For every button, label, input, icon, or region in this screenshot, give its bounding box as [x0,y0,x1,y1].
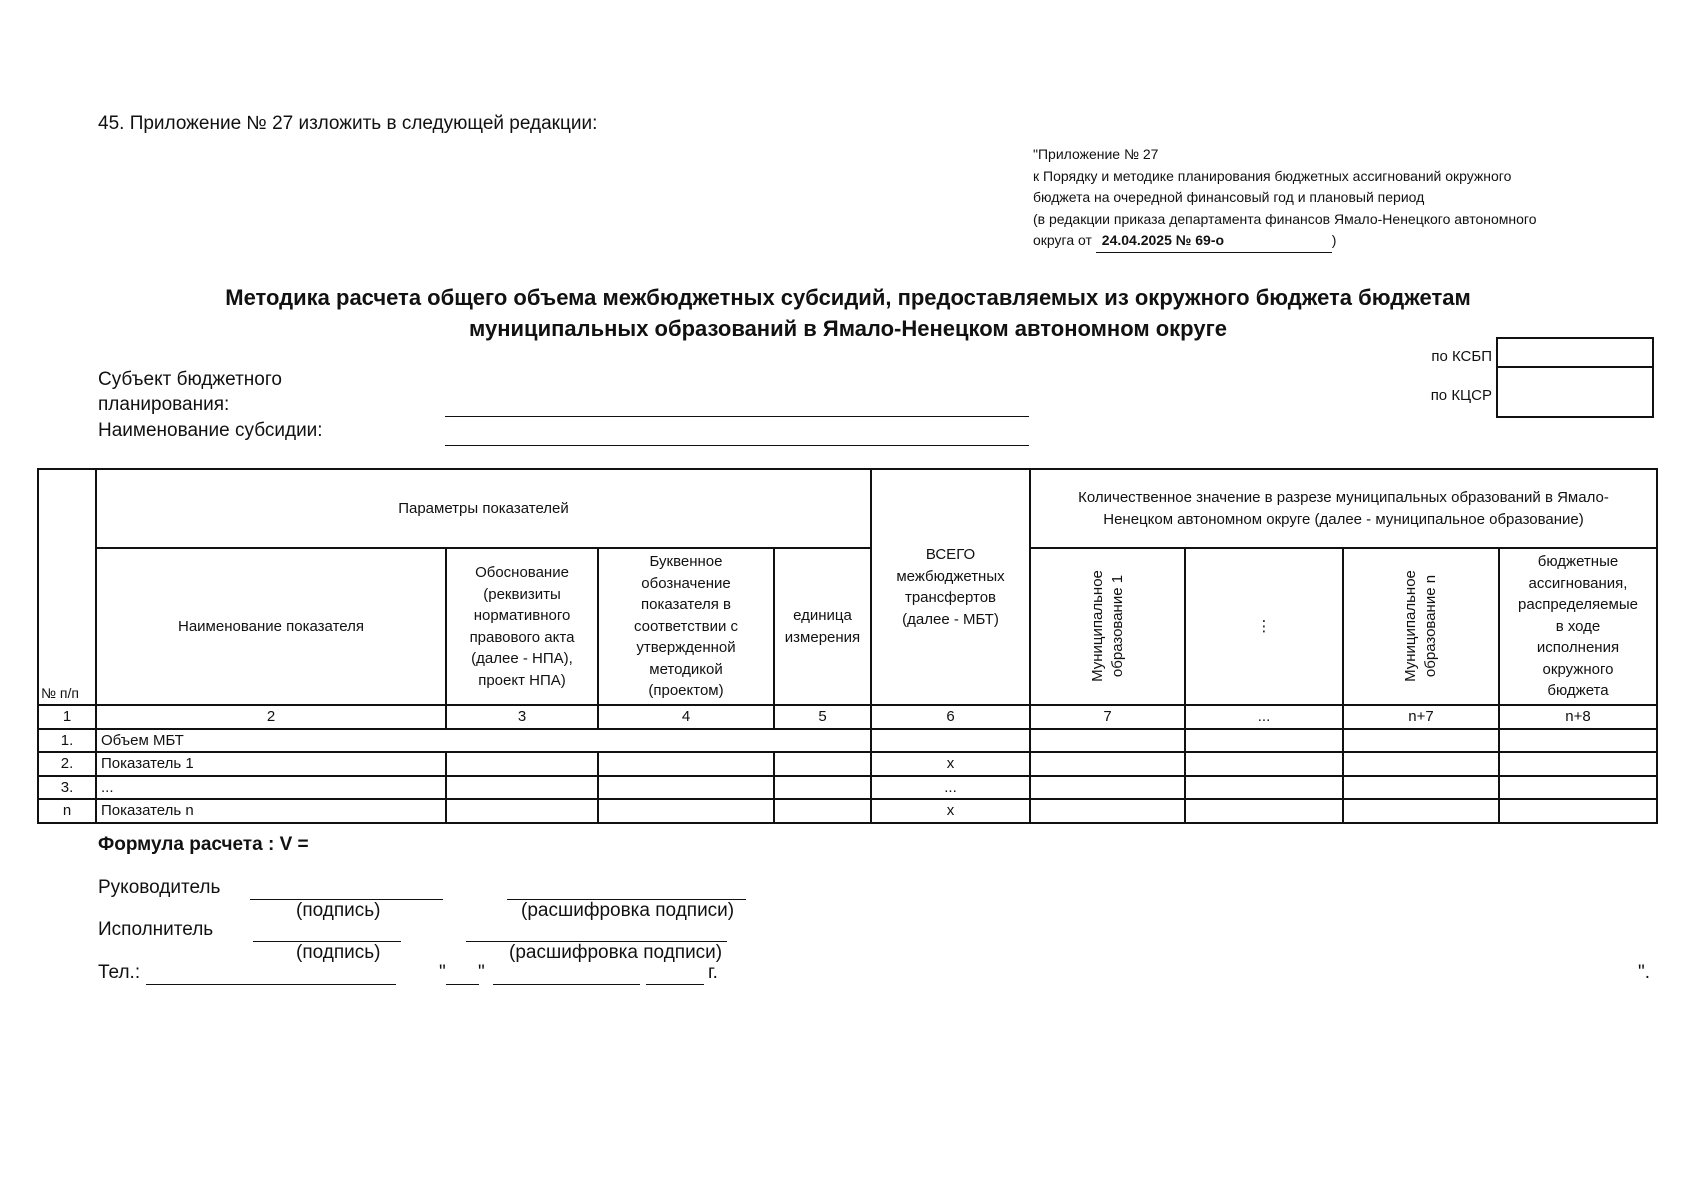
header-basis-line: проект НПА) [478,671,566,689]
date-year-line[interactable] [646,984,704,985]
header-total [871,469,1030,705]
row-cell[interactable] [774,799,871,823]
kcsr-label: по КЦСР [1430,387,1492,404]
index-cell: 7 [1030,705,1185,729]
header-mo-n [1343,548,1499,705]
subsidy-underline[interactable] [445,445,1029,446]
row-name: Показатель 1 [96,752,446,776]
row-cell[interactable] [598,776,774,800]
row-cell[interactable] [1030,729,1185,753]
row-cell[interactable] [1030,776,1185,800]
header-basis-line: (далее - НПА), [471,650,573,667]
executor-label: Исполнитель [98,919,214,940]
subject-label [98,367,282,417]
row-num: 2. [38,752,96,776]
header-letter-line: утвержденной [636,639,736,657]
header-quantitative [1030,469,1657,548]
formula-label: Формула расчета : V = [98,834,309,855]
row-cell[interactable] [1185,729,1343,753]
appendix-order-prefix: округа от [1033,232,1092,248]
header-basis-line: (реквизиты [483,585,561,603]
header-mo-n-rotated [1401,570,1441,682]
intro-paragraph: 45. Приложение № 27 изложить в следующей редакции: [98,113,598,134]
head-decode-caption: (расшифровка подписи) [521,900,735,921]
year-suffix: г. [708,962,718,983]
header-total-line: трансфертов [904,589,997,606]
index-cell: n+8 [1499,705,1657,729]
ksbp-label: по КСБП [1431,348,1492,365]
executor-decode-caption: (расшифровка подписи) [509,942,723,963]
header-letter-line: обозначение [641,574,731,592]
header-budget-line: ассигнования, [1528,574,1628,592]
header-budget-line: бюджета [1547,682,1609,700]
header-total-line: межбюджетных [896,567,1005,585]
header-mo-line: Муниципальное [1088,570,1106,683]
executor-sign-caption: (подпись) [296,942,381,963]
row-cell[interactable] [1185,752,1343,776]
row-cell[interactable] [1343,799,1499,823]
row-cell[interactable] [598,799,774,823]
header-mo-line: образование 1 [1108,575,1126,678]
column-index-row [38,705,1657,729]
appendix-order-line [1033,230,1683,253]
header-basis-line: Обоснование [475,564,569,581]
head-label: Руководитель [98,877,221,898]
header-unit [774,548,871,705]
date-day-line[interactable] [446,984,479,985]
appendix-order-suffix: ) [1331,232,1337,248]
row-cell[interactable] [1343,776,1499,800]
row-name: Показатель n [96,799,446,823]
appendix-ref-line: (в редакции приказа департамента финансов Ямало-Ненецкого автономного [1033,210,1537,227]
index-cell: n+7 [1343,705,1499,729]
table-row [38,776,1657,800]
row-cell[interactable] [774,776,871,800]
header-budget-line: исполнения [1536,639,1620,657]
order-reference: 24.04.2025 № 69-о [1096,230,1332,253]
row-name: ... [96,776,446,800]
header-letter-line: показателя в [641,596,731,614]
header-basis [446,548,598,705]
row-cell[interactable] [774,752,871,776]
row-cell[interactable] [1343,729,1499,753]
row-cell[interactable] [446,776,598,800]
row-cell[interactable] [1499,776,1657,800]
header-letter-line: Буквенное [649,553,723,571]
subject-label-line: Субъект бюджетного [98,369,282,390]
header-total-line: ВСЕГО [925,546,976,563]
row-cell[interactable] [446,799,598,823]
header-total-line: (далее - МБТ) [902,610,999,628]
header-quant-line: Количественное значение в разрезе муниципальных образований в Ямало- [1078,489,1609,506]
header-budget-line: окружного [1542,660,1614,678]
document-title [0,282,1696,344]
subject-underline[interactable] [445,416,1029,417]
index-cell: 6 [871,705,1030,729]
header-unit-line: единица [793,607,852,624]
header-mo-line: образование n [1421,575,1439,678]
header-quant-line: Ненецком автономном округе (далее - муниципальное образование) [1103,510,1584,528]
header-name: Наименование показателя [96,548,446,705]
row-cell[interactable] [1185,776,1343,800]
date-quote-close: " [478,962,485,983]
closing-quote: ". [1638,962,1651,983]
phone-line[interactable] [146,984,396,985]
table-row [38,752,1657,776]
row-cell[interactable] [598,752,774,776]
row-num: n [38,799,96,823]
row-total[interactable] [871,729,1030,753]
head-sign-caption: (подпись) [296,900,381,921]
kcsr-code-field[interactable] [1496,366,1654,418]
index-cell: 2 [96,705,446,729]
title-line: муниципальных образований в Ямало-Ненецком автономном округе [469,316,1227,341]
header-unit-line: измерения [784,628,861,646]
row-cell[interactable] [1185,799,1343,823]
row-num: 3. [38,776,96,800]
date-month-line[interactable] [493,984,640,985]
header-letter-line: методикой [649,660,723,678]
header-letter [598,548,774,705]
header-letter-line: (проектом) [648,682,724,700]
appendix-ref-line: бюджета на очередной финансовый год и плановый период [1033,189,1425,205]
header-mo-line: Муниципальное [1401,570,1419,683]
header-mo-1 [1030,548,1185,705]
ksbp-code-field[interactable] [1496,337,1654,368]
index-cell: ... [1185,705,1343,729]
table-row [38,799,1657,823]
row-cell[interactable] [1030,799,1185,823]
table-row [38,729,1657,753]
subject-label-line: планирования: [98,394,230,415]
header-mo-dots: ⋮ [1185,548,1343,705]
row-num: 1. [38,729,96,753]
index-cell: 1 [38,705,96,729]
row-cell[interactable] [1499,729,1657,753]
appendix-ref-line: к Порядку и методике планирования бюджетных ассигнований окружного [1033,167,1512,184]
header-letter-line: соответствии с [633,617,738,635]
row-cell[interactable] [1343,752,1499,776]
date-quote-open: " [439,962,446,983]
header-num: № п/п [38,469,96,705]
row-total[interactable]: x [871,752,1030,776]
header-basis-line: нормативного [473,607,571,624]
row-total[interactable]: ... [871,776,1030,800]
index-cell: 5 [774,705,871,729]
header-basis-line: правового акта [469,628,575,646]
header-budget-line: в ходе [1555,617,1601,635]
appendix-header [1033,144,1683,253]
subsidy-label: Наименование субсидии: [98,420,323,441]
header-params: Параметры показателей [96,469,871,548]
row-total[interactable]: x [871,799,1030,823]
index-cell: 4 [598,705,774,729]
index-cell: 3 [446,705,598,729]
row-cell[interactable] [446,752,598,776]
header-budget-line: распределяемые [1518,596,1638,614]
header-budget [1499,548,1657,705]
appendix-number: "Приложение № 27 [1033,146,1159,162]
title-line: Методика расчета общего объема межбюджетных субсидий, предоставляемых из окружного бюджета бюджетам [225,285,1471,310]
header-budget-line: бюджетные [1537,553,1619,571]
row-name: Объем МБТ [96,729,871,753]
indicators-table [37,468,1658,824]
row-cell[interactable] [1499,752,1657,776]
header-mo-1-rotated [1087,570,1127,682]
row-cell[interactable] [1499,799,1657,823]
phone-label: Тел.: [98,962,141,983]
row-cell[interactable] [1030,752,1185,776]
